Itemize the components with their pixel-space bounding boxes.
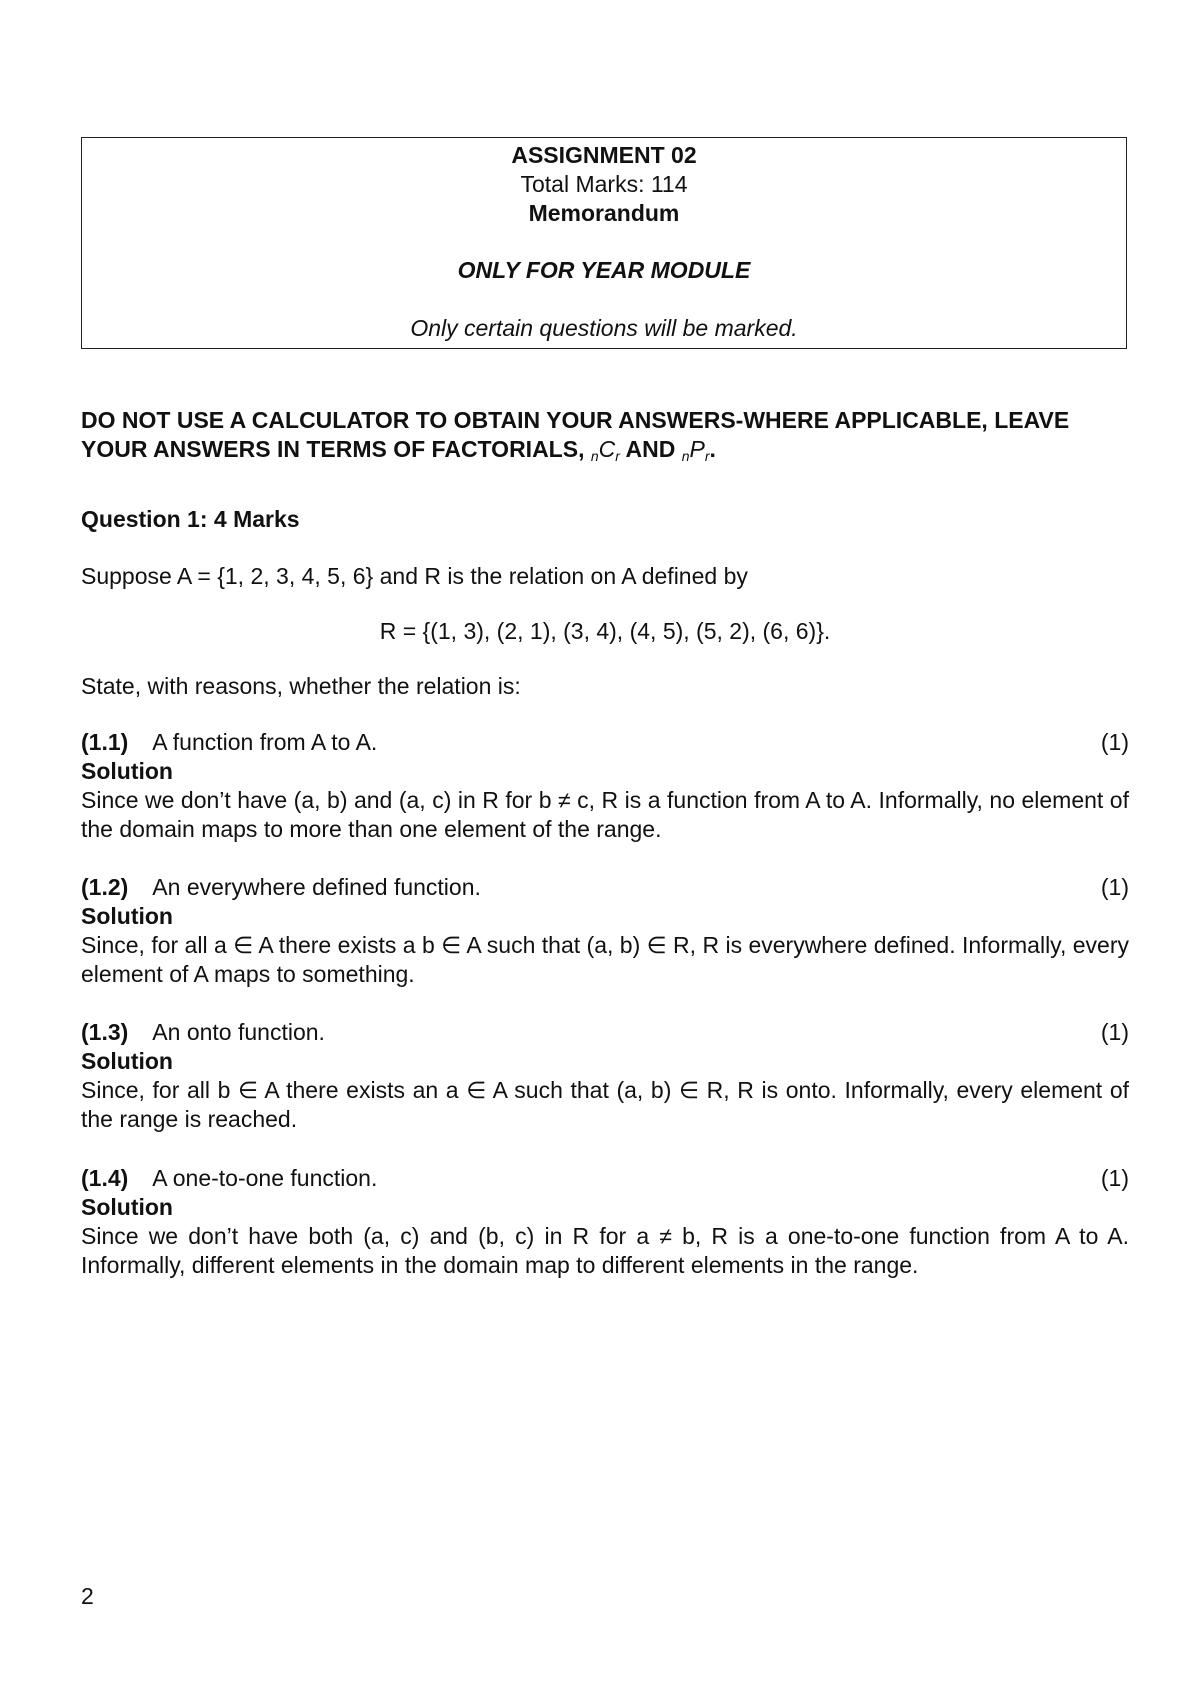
- question-1-prompt: State, with reasons, whether the relation is:: [81, 673, 521, 699]
- warning-line-1: DO NOT USE A CALCULATOR TO OBTAIN YOUR ANSWERS-WHERE APPLICABLE, LEAVE: [81, 407, 1070, 433]
- ncr-n: n: [590, 448, 599, 464]
- part-1-2: [81, 873, 1129, 989]
- solution-label: Solution: [81, 1194, 173, 1220]
- solution-text: Since, for all b ∈ A there exists an a ∈ A such that (a, b) ∈ R, R is onto. Informally, every element of the range is reached.: [81, 1077, 1129, 1132]
- relation-definition: R = {(1, 3), (2, 1), (3, 4), (4, 5), (5, 2), (6, 6)}.: [379, 618, 831, 644]
- warning-line-2: [81, 435, 1129, 464]
- part-row: [81, 1164, 1129, 1193]
- part-1-4: [81, 1164, 1129, 1280]
- question-1-intro: Suppose A = {1, 2, 3, 4, 5, 6} and R is the relation on A defined by: [81, 563, 748, 589]
- part-text: An onto function.: [152, 1019, 325, 1045]
- solution-text: Since, for all a ∈ A there exists a b ∈ A such that (a, b) ∈ R, R is everywhere defined. Informally, every element of A maps to something.: [81, 932, 1129, 987]
- document-page: [81, 0, 1129, 1696]
- part-text: A function from A to A.: [152, 729, 378, 755]
- solution-label: Solution: [81, 758, 173, 784]
- ncr-c: C: [598, 436, 616, 462]
- part-question: [81, 873, 481, 902]
- part-1-1: [81, 728, 1129, 844]
- question-1-heading: Question 1: 4 Marks: [81, 506, 300, 532]
- part-number: (1.3): [81, 1019, 129, 1045]
- calculator-warning: [81, 406, 1129, 464]
- part-row: [81, 1018, 1129, 1047]
- year-module-label: ONLY FOR YEAR MODULE: [457, 257, 751, 283]
- part-text: A one-to-one function.: [152, 1165, 378, 1191]
- part-row: [81, 728, 1129, 757]
- warning-end: .: [709, 436, 716, 462]
- part-marks: (1): [1100, 1165, 1129, 1191]
- assignment-header-box: [81, 137, 1127, 349]
- part-marks: (1): [1100, 874, 1129, 900]
- npr-p: P: [689, 436, 705, 462]
- part-number: (1.1): [81, 729, 129, 755]
- assignment-title: ASSIGNMENT 02: [511, 142, 697, 168]
- ncr-notation: [591, 436, 620, 462]
- part-number: (1.2): [81, 874, 129, 900]
- total-marks: Total Marks: 114: [520, 171, 688, 197]
- solution-label: Solution: [81, 1048, 173, 1074]
- memorandum-label: Memorandum: [528, 200, 680, 226]
- solution-text: Since we don’t have both (a, c) and (b, c) in R for a ≠ b, R is a one-to-one function from A to A. Informally, different elements in the domain map to different elements in the range.: [81, 1223, 1129, 1278]
- npr-n: n: [681, 448, 690, 464]
- part-marks: (1): [1100, 1019, 1129, 1045]
- marking-note: Only certain questions will be marked.: [410, 315, 798, 341]
- warning-line-2-text: YOUR ANSWERS IN TERMS OF FACTORIALS,: [81, 436, 585, 462]
- solution-label: Solution: [81, 903, 173, 929]
- part-row: [81, 873, 1129, 902]
- ncr-r: r: [615, 448, 620, 464]
- part-1-3: [81, 1018, 1129, 1134]
- part-question: [81, 1164, 377, 1193]
- part-number: (1.4): [81, 1165, 129, 1191]
- solution-text: Since we don’t have (a, b) and (a, c) in R for b ≠ c, R is a function from A to A. Informally, no element of the domain maps to more than one element of the range.: [81, 787, 1129, 842]
- page-number: 2: [81, 1583, 94, 1609]
- npr-r: r: [704, 448, 710, 464]
- part-question: [81, 1018, 325, 1047]
- npr-notation: [682, 436, 710, 462]
- warning-and: AND: [625, 436, 676, 462]
- part-text: An everywhere defined function.: [152, 874, 481, 900]
- part-marks: (1): [1100, 729, 1129, 755]
- part-question: [81, 728, 377, 757]
